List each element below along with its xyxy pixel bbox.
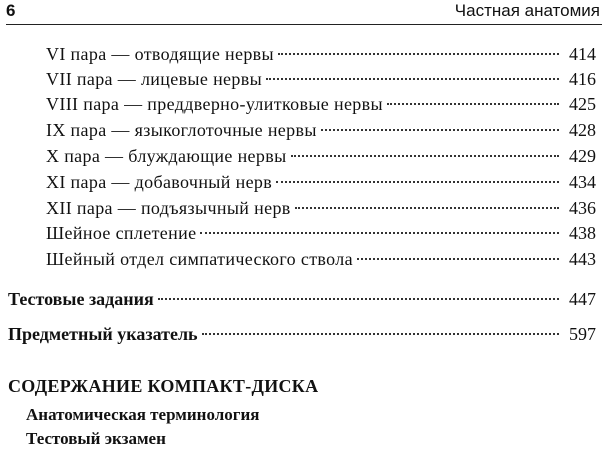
toc-entry bbox=[46, 196, 596, 220]
toc-main-entry-page: 447 bbox=[569, 289, 596, 309]
cd-section-heading: СОДЕРЖАНИЕ КОМПАКТ-ДИСКА bbox=[8, 376, 319, 396]
dot-leader bbox=[266, 78, 559, 80]
dot-leader bbox=[321, 129, 559, 131]
toc-entry bbox=[46, 67, 596, 91]
toc-entry-title: X пара — блуждающие нервы bbox=[46, 146, 287, 166]
toc-main-entry-title: Предметный указатель bbox=[8, 324, 198, 344]
dot-leader bbox=[158, 298, 559, 300]
toc-main-entry-page: 597 bbox=[569, 324, 596, 344]
toc-entry-title: XI пара — добавочный нерв bbox=[46, 172, 273, 192]
running-title: Частная анатомия bbox=[454, 1, 600, 20]
toc-main-entry bbox=[8, 322, 596, 346]
toc-entry-page: 438 bbox=[569, 223, 596, 243]
toc-entry-title: XII пара — подъязычный нерв bbox=[46, 198, 291, 218]
toc-entry-title: IX пара — языкоглоточные нервы bbox=[46, 120, 317, 140]
toc-entry-page: 434 bbox=[569, 172, 596, 192]
toc-entry bbox=[46, 247, 596, 271]
dot-leader bbox=[295, 207, 559, 209]
toc-entry-page: 425 bbox=[569, 94, 596, 114]
toc-main-entry bbox=[8, 287, 596, 311]
dot-leader bbox=[200, 232, 559, 234]
cd-section-item: Тестовый экзамен bbox=[26, 429, 166, 448]
toc-entry bbox=[46, 221, 596, 245]
toc-entry bbox=[46, 144, 596, 168]
dot-leader bbox=[387, 103, 559, 105]
toc-main-entry-title: Тестовые задания bbox=[8, 289, 154, 309]
dot-leader bbox=[276, 181, 559, 183]
dot-leader bbox=[291, 155, 559, 157]
dot-leader bbox=[202, 333, 559, 335]
toc-entry-title: VII пара — лицевые нервы bbox=[46, 69, 263, 89]
toc-entry-page: 428 bbox=[569, 120, 596, 140]
toc-entry-page: 416 bbox=[569, 69, 596, 89]
toc-entry-title: Шейный отдел симпатического ствола bbox=[46, 249, 353, 269]
toc-entry-page: 443 bbox=[569, 249, 596, 269]
toc-entry-page: 429 bbox=[569, 146, 596, 166]
cd-section-item: Анатомическая терминология bbox=[26, 405, 260, 424]
toc-entry-page: 436 bbox=[569, 198, 596, 218]
toc-entry-title: Шейное сплетение bbox=[46, 223, 197, 243]
toc-entry bbox=[46, 118, 596, 142]
page-number: 6 bbox=[6, 1, 16, 20]
toc-entry-title: VI пара — отводящие нервы bbox=[46, 44, 274, 64]
toc-entry-page: 414 bbox=[569, 44, 596, 64]
dot-leader bbox=[357, 258, 559, 260]
toc-entry-title: VIII пара — преддверно-улитковые нервы bbox=[46, 94, 383, 114]
page-header bbox=[6, 0, 602, 25]
toc-entry bbox=[46, 170, 596, 194]
toc-entry bbox=[46, 42, 596, 66]
dot-leader bbox=[278, 53, 559, 55]
toc-entry bbox=[46, 92, 596, 116]
